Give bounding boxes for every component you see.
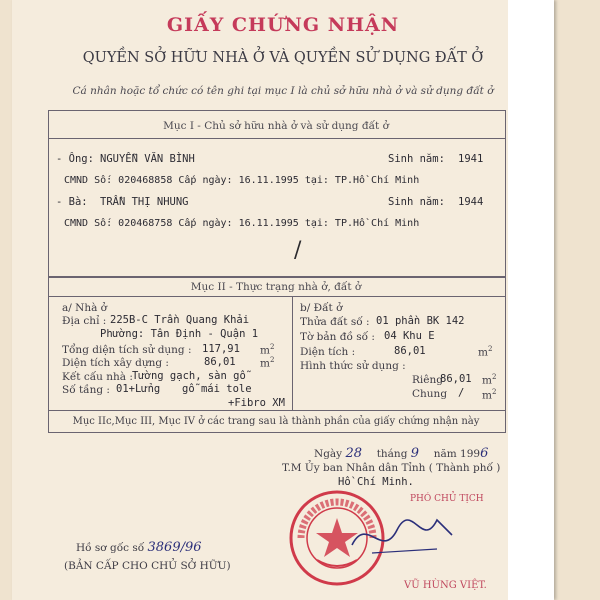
private-value: 86,01 bbox=[440, 373, 472, 385]
use-form-label: Hình thức sử dụng : bbox=[300, 360, 406, 372]
date-line: Ngày 28 tháng 9 năm 1996 bbox=[314, 446, 489, 461]
map-value: 04 Khu E bbox=[384, 330, 435, 342]
owner-1-birth-label: Sinh năm: bbox=[388, 153, 445, 165]
address-label: Địa chỉ : bbox=[62, 315, 107, 327]
map-label: Tờ bản đồ số : bbox=[300, 331, 375, 343]
document-subtitle: QUYỀN SỞ HỮU NHÀ Ở VÀ QUYỀN SỬ DỤNG ĐẤT Ở bbox=[82, 50, 484, 66]
owner-2-birth: 1944 bbox=[458, 196, 484, 208]
land-area-label: Diện tích : bbox=[300, 346, 356, 358]
floors-label: Số tầng : bbox=[62, 384, 110, 396]
section-note: Mục IIc,Mục III, Mục IV ở các trang sau là thành phần của giấy chứng nhận này bbox=[72, 416, 480, 427]
address-value: 225B-C Trần Quang Khải bbox=[110, 314, 250, 326]
shared-value: / bbox=[458, 387, 465, 399]
vice-chair-title: PHÓ CHỦ TỊCH bbox=[410, 494, 484, 504]
committee-line: T.M Ủy ban Nhân dân Tỉnh ( Thành phố ) bbox=[282, 462, 501, 474]
house-heading: a/ Nhà ở bbox=[62, 302, 108, 314]
private-label: Riêng bbox=[412, 374, 443, 386]
structure-label: Kết cấu nhà : bbox=[62, 371, 133, 383]
city-line: Hồ Chí Minh. bbox=[338, 476, 414, 488]
owner-2-name: TRẦN THỊ NHUNG bbox=[100, 196, 189, 208]
owner-1-id: CMND Số: 020468858 Cấp ngày: 16.11.1995 tại: TP.Hồ Chí Minh bbox=[64, 175, 420, 186]
signer-name: VŨ HÙNG VIỆT. bbox=[404, 580, 487, 591]
shared-unit: $m^2$ bbox=[482, 388, 497, 402]
floors-value: 01+Lửng bbox=[116, 383, 161, 395]
copy-note: (BẢN CẤP CHO CHỦ SỞ HỮU) bbox=[64, 560, 231, 572]
section-1-heading: Mục I - Chủ sở hữu nhà ở và sử dụng đất ở bbox=[163, 120, 389, 132]
owner-2-birth-label: Sinh năm: bbox=[388, 196, 445, 208]
slash-mark: / bbox=[294, 238, 302, 263]
owner-1-name: NGUYỄN VĂN BÌNH bbox=[100, 153, 195, 165]
roof-value: gỗ mái tole bbox=[182, 383, 252, 395]
owner-1-birth: 1941 bbox=[458, 153, 484, 165]
right-margin-strip bbox=[508, 0, 554, 600]
land-area-value: 86,01 bbox=[394, 345, 426, 357]
file-number-line: Hồ sơ gốc số 3869/96 bbox=[76, 540, 202, 555]
intro-text: Cá nhân hoặc tổ chức có tên ghi tại mục I là chủ sở hữu nhà ở và sử dụng đất ở bbox=[72, 85, 494, 97]
parcel-value: 01 phần BK 142 bbox=[376, 315, 465, 327]
usage-area-label: Tổng diện tích sử dụng : bbox=[62, 344, 192, 356]
section-2-heading: Mục II - Thực trạng nhà ở, đất ở bbox=[190, 281, 362, 293]
owner-2-id: CMND Số: 020468758 Cấp ngày: 16.11.1995 tại: TP.Hồ Chí Minh bbox=[64, 218, 420, 229]
parcel-label: Thửa đất số : bbox=[300, 316, 370, 328]
shared-label: Chung bbox=[412, 388, 448, 400]
land-heading: b/ Đất ở bbox=[300, 302, 343, 314]
land-area-unit: $m^2$ bbox=[478, 345, 493, 359]
built-area-label: Diện tích xây dựng : bbox=[62, 357, 169, 369]
built-area-unit: $m^2$ bbox=[260, 356, 275, 370]
owner-2-prefix: - Bà: bbox=[56, 196, 88, 208]
private-unit: $m^2$ bbox=[482, 373, 497, 387]
structure-value: Tường gạch, sàn gỗ bbox=[132, 370, 246, 382]
usage-area-unit: $m^2$ bbox=[260, 343, 275, 357]
section-1-box bbox=[48, 110, 506, 278]
owner-1-prefix: - Ông: bbox=[56, 153, 94, 165]
roof-value-2: +Fibro XM bbox=[228, 397, 285, 409]
built-area-value: 86,01 bbox=[204, 356, 236, 368]
ward-value: Phường: Tân Định - Quận 1 bbox=[100, 328, 259, 340]
usage-area-value: 117,91 bbox=[202, 343, 240, 355]
certificate-page bbox=[12, 0, 554, 600]
document-title: GIẤY CHỨNG NHẬN bbox=[166, 14, 400, 36]
signature-icon bbox=[342, 505, 462, 565]
